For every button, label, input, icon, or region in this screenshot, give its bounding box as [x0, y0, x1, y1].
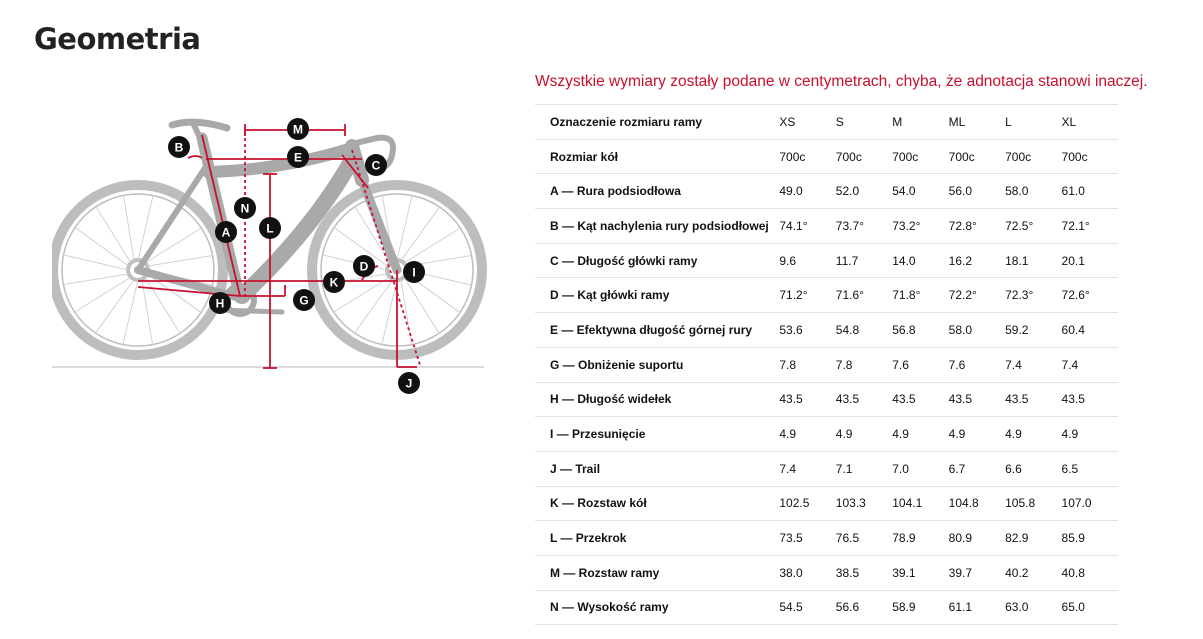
table-cell: 43.5 — [949, 382, 1005, 417]
marker-c — [365, 154, 387, 176]
table-cell: 700c — [949, 139, 1005, 174]
table-row — [535, 139, 1118, 174]
table-cell: 700c — [779, 139, 835, 174]
marker-g — [293, 289, 315, 311]
table-row — [535, 521, 1118, 556]
table-cell: 4.9 — [779, 417, 835, 452]
marker-label: L — [266, 221, 274, 236]
table-cell: 7.0 — [892, 451, 948, 486]
row-label: D — Kąt główki ramy — [535, 278, 779, 313]
table-cell: 38.0 — [779, 555, 835, 590]
table-row — [535, 590, 1118, 625]
table-cell: 107.0 — [1062, 486, 1118, 521]
column-header-size: L — [1005, 105, 1061, 140]
row-label: G — Obniżenie suportu — [535, 347, 779, 382]
table-cell: 4.9 — [1005, 417, 1061, 452]
marker-label: C — [371, 158, 381, 173]
table-cell: 7.4 — [1062, 347, 1118, 382]
marker-label: I — [412, 265, 416, 280]
table-cell: 59.2 — [1005, 313, 1061, 348]
table-cell: 63.0 — [1005, 590, 1061, 625]
row-label: Rozmiar kół — [535, 139, 779, 174]
table-cell: 72.1° — [1062, 209, 1118, 244]
table-cell: 76.5 — [836, 521, 892, 556]
table-cell: 53.6 — [779, 313, 835, 348]
table-cell: 700c — [1062, 139, 1118, 174]
row-label: N — Wysokość ramy — [535, 590, 779, 625]
table-cell: 52.0 — [836, 174, 892, 209]
table-cell: 7.4 — [779, 451, 835, 486]
table-cell: 103.3 — [836, 486, 892, 521]
marker-label: D — [359, 259, 369, 274]
table-cell: 56.0 — [949, 174, 1005, 209]
table-cell: 104.1 — [892, 486, 948, 521]
table-cell: 71.2° — [779, 278, 835, 313]
table-cell: 82.9 — [1005, 521, 1061, 556]
table-cell: 39.7 — [949, 555, 1005, 590]
table-row — [535, 278, 1118, 313]
marker-a — [215, 221, 237, 243]
column-header-size: XL — [1062, 105, 1118, 140]
marker-label: E — [293, 150, 303, 165]
table-cell: 58.9 — [892, 590, 948, 625]
table-cell: 7.6 — [949, 347, 1005, 382]
marker-label: N — [240, 201, 250, 216]
marker-d — [353, 255, 375, 277]
table-cell: 43.5 — [779, 382, 835, 417]
table-cell: 58.0 — [1005, 174, 1061, 209]
table-cell: 56.6 — [836, 590, 892, 625]
table-cell: 7.4 — [1005, 347, 1061, 382]
table-cell: 7.1 — [836, 451, 892, 486]
table-row — [535, 486, 1118, 521]
table-row — [535, 174, 1118, 209]
table-cell: 73.5 — [779, 521, 835, 556]
table-cell: 61.0 — [1062, 174, 1118, 209]
table-cell: 9.6 — [779, 243, 835, 278]
table-cell: 700c — [1005, 139, 1061, 174]
row-label: L — Przekrok — [535, 521, 779, 556]
table-cell: 72.5° — [1005, 209, 1061, 244]
marker-label: G — [299, 293, 309, 308]
table-cell: 43.5 — [836, 382, 892, 417]
table-cell: 6.7 — [949, 451, 1005, 486]
table-cell: 61.1 — [949, 590, 1005, 625]
table-cell: 43.5 — [1005, 382, 1061, 417]
table-cell: 72.8° — [949, 209, 1005, 244]
table-cell: 700c — [836, 139, 892, 174]
row-label: E — Efektywna długość górnej rury — [535, 313, 779, 348]
row-label: B — Kąt nachylenia rury podsiodłowej — [535, 209, 779, 244]
table-cell: 39.1 — [892, 555, 948, 590]
table-cell: 71.8° — [892, 278, 948, 313]
table-cell: 40.8 — [1062, 555, 1118, 590]
table-cell: 102.5 — [779, 486, 835, 521]
table-cell: 4.9 — [1062, 417, 1118, 452]
table-cell: 6.6 — [1005, 451, 1061, 486]
marker-label: J — [405, 376, 413, 391]
table-cell: 80.9 — [949, 521, 1005, 556]
row-label: H — Długość widełek — [535, 382, 779, 417]
column-header-size: M — [892, 105, 948, 140]
marker-label: B — [174, 140, 184, 155]
table-cell: 7.8 — [836, 347, 892, 382]
column-header-size: ML — [949, 105, 1005, 140]
marker-l — [259, 217, 281, 239]
table-cell: 14.0 — [892, 243, 948, 278]
marker-label: A — [221, 225, 231, 240]
table-cell: 18.1 — [1005, 243, 1061, 278]
table-cell: 54.8 — [836, 313, 892, 348]
table-row — [535, 243, 1118, 278]
column-header-label: Oznaczenie rozmiaru ramy — [535, 105, 779, 140]
table-cell: 7.6 — [892, 347, 948, 382]
table-cell: 72.6° — [1062, 278, 1118, 313]
table-cell: 72.3° — [1005, 278, 1061, 313]
table-cell: 78.9 — [892, 521, 948, 556]
table-cell: 43.5 — [892, 382, 948, 417]
table-cell: 73.2° — [892, 209, 948, 244]
table-cell: 58.0 — [949, 313, 1005, 348]
table-cell: 85.9 — [1062, 521, 1118, 556]
table-cell: 700c — [892, 139, 948, 174]
marker-j — [398, 372, 420, 394]
row-label: C — Długość główki ramy — [535, 243, 779, 278]
geometry-table — [535, 104, 1118, 625]
row-label: J — Trail — [535, 451, 779, 486]
marker-label: M — [293, 122, 303, 137]
table-cell: 65.0 — [1062, 590, 1118, 625]
marker-b — [168, 136, 190, 158]
table-cell: 54.5 — [779, 590, 835, 625]
units-notice: Wszystkie wymiary zostały podane w centymetrach, chyba, że adnotacja stanowi inaczej. — [535, 73, 1148, 90]
table-cell: 71.6° — [836, 278, 892, 313]
marker-label: K — [329, 275, 339, 290]
table-cell: 4.9 — [892, 417, 948, 452]
table-cell: 38.5 — [836, 555, 892, 590]
table-cell: 56.8 — [892, 313, 948, 348]
table-cell: 4.9 — [836, 417, 892, 452]
table-cell: 104.8 — [949, 486, 1005, 521]
row-label: K — Rozstaw kół — [535, 486, 779, 521]
marker-n — [234, 197, 256, 219]
table-cell: 60.4 — [1062, 313, 1118, 348]
column-header-size: S — [836, 105, 892, 140]
table-cell: 74.1° — [779, 209, 835, 244]
table-cell: 16.2 — [949, 243, 1005, 278]
marker-e — [287, 146, 309, 168]
table-row — [535, 451, 1118, 486]
table-cell: 4.9 — [949, 417, 1005, 452]
marker-h — [209, 292, 231, 314]
table-header-row — [535, 105, 1118, 140]
table-cell: 43.5 — [1062, 382, 1118, 417]
row-label: M — Rozstaw ramy — [535, 555, 779, 590]
table-row — [535, 382, 1118, 417]
marker-i — [403, 261, 425, 283]
column-header-size: XS — [779, 105, 835, 140]
table-cell: 54.0 — [892, 174, 948, 209]
bike-geometry-diagram — [52, 110, 492, 410]
marker-k — [323, 271, 345, 293]
table-cell: 49.0 — [779, 174, 835, 209]
table-row — [535, 417, 1118, 452]
table-row — [535, 555, 1118, 590]
table-cell: 7.8 — [779, 347, 835, 382]
table-cell: 105.8 — [1005, 486, 1061, 521]
row-label: I — Przesunięcie — [535, 417, 779, 452]
table-cell: 6.5 — [1062, 451, 1118, 486]
table-row — [535, 313, 1118, 348]
table-cell: 40.2 — [1005, 555, 1061, 590]
page-title: Geometria — [34, 22, 201, 56]
table-row — [535, 347, 1118, 382]
table-cell: 72.2° — [949, 278, 1005, 313]
table-cell: 20.1 — [1062, 243, 1118, 278]
marker-m — [287, 118, 309, 140]
marker-label: H — [215, 296, 225, 311]
table-cell: 11.7 — [836, 243, 892, 278]
table-row — [535, 209, 1118, 244]
row-label: A — Rura podsiodłowa — [535, 174, 779, 209]
table-cell: 73.7° — [836, 209, 892, 244]
